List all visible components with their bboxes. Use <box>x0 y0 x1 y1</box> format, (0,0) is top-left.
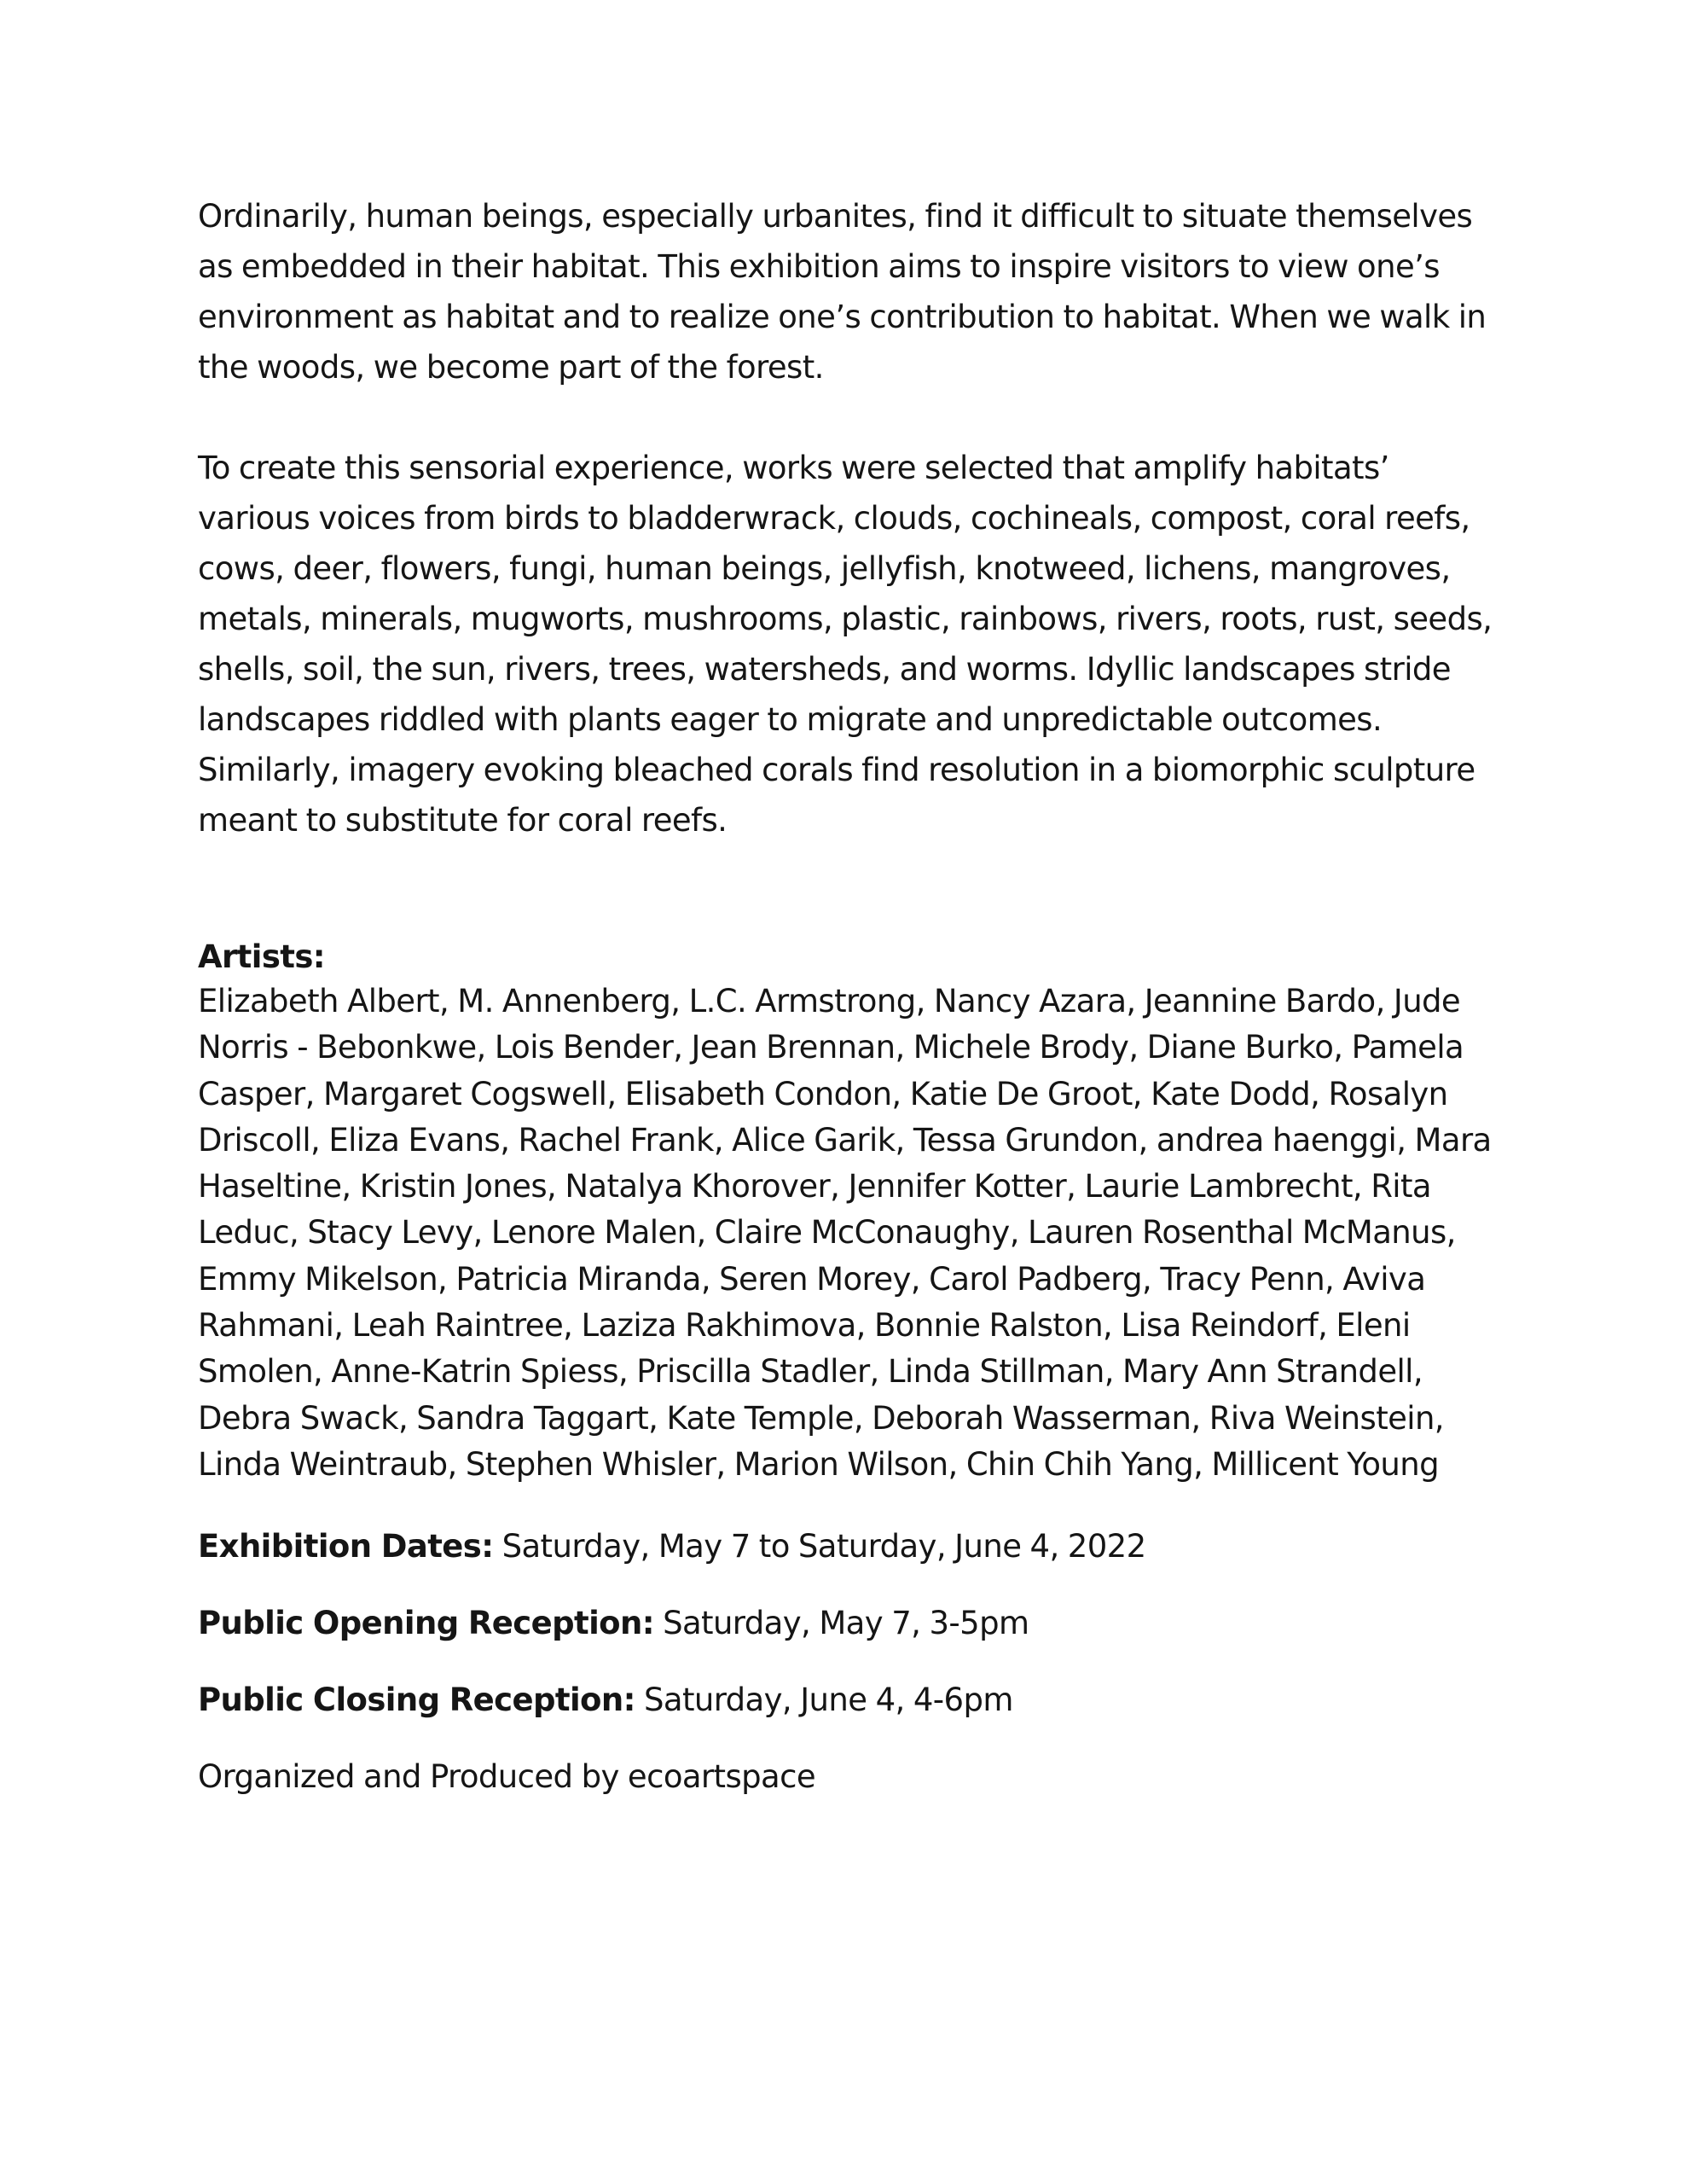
exhibition-dates-value: Saturday, May 7 to Saturday, June 4, 2022 <box>493 1528 1146 1565</box>
document-page <box>198 191 1503 1798</box>
closing-reception-value: Saturday, June 4, 4-6pm <box>635 1682 1013 1719</box>
closing-reception <box>198 1679 1503 1722</box>
organizer-credit: Organized and Produced by ecoartspace <box>198 1758 815 1796</box>
opening-reception <box>198 1602 1503 1645</box>
opening-reception-value: Saturday, May 7, 3-5pm <box>653 1605 1029 1642</box>
exhibition-dates-label: Exhibition Dates: <box>198 1528 494 1565</box>
sensorial-paragraph: To create this sensorial experience, works were selected that amplify habitats’ various voices from birds to bladderwrack, clouds, cochineals, compost, coral reefs, cows, deer, flowers, fungi, human beings, jellyfish, knotweed, lichens, mangroves, metals, minerals, mugworts, mushrooms, plastic, rainbows, rivers, roots, rust, seeds, shells, soil, the sun, rivers, trees, watersheds, and worms. Idyllic landscapes stride landscapes riddled with plants eager to migrate and unpredictable outcomes. Similarly, imagery evoking bleached corals find resolution in a biomorphic sculpture meant to substitute for coral reefs. <box>198 450 1493 839</box>
artists-heading: Artists: <box>198 938 325 975</box>
opening-reception-label: Public Opening Reception: <box>198 1605 654 1642</box>
intro-paragraph: Ordinarily, human beings, especially urbanites, find it difficult to situate themselves as embedded in their habitat. This exhibition aims to inspire visitors to view one’s environment as habitat and to realize one’s contribution to habitat. When we walk in the woods, we become part of the forest. <box>198 198 1487 386</box>
exhibition-dates <box>198 1525 1503 1568</box>
artists-section <box>198 936 1503 1488</box>
closing-reception-label: Public Closing Reception: <box>198 1682 635 1719</box>
artists-list: Elizabeth Albert, M. Annenberg, L.C. Armstrong, Nancy Azara, Jeannine Bardo, Jude Norris - Bebonkwe, Lois Bender, Jean Brennan, Michele Brody, Diane Burko, Pamela Casper, Margaret Cogswell, Elisabeth Condon, Katie De Groot, Kate Dodd, Rosalyn Driscoll, Eliza Evans, Rachel Frank, Alice Garik, Tessa Grundon, andrea haenggi, Mara Haseltine, Kristin Jones, Natalya Khorover, Jennifer Kotter, Laurie Lambrecht, Rita Leduc, Stacy Levy, Lenore Malen, Claire McConaughy, Lauren Rosenthal McManus, Emmy Mikelson, Patricia Miranda, Seren Morey, Carol Padberg, Tracy Penn, Aviva Rahmani, Leah Raintree, Laziza Rakhimova, Bonnie Ralston, Lisa Reindorf, Eleni Smolen, Anne-Katrin Spiess, Priscilla Stadler, Linda Stillman, Mary Ann Strandell, Debra Swack, Sandra Taggart, Kate Temple, Deborah Wasserman, Riva Weinstein, Linda Weintraub, Stephen Whisler, Marion Wilson, Chin Chih Yang, Millicent Young <box>198 983 1492 1483</box>
